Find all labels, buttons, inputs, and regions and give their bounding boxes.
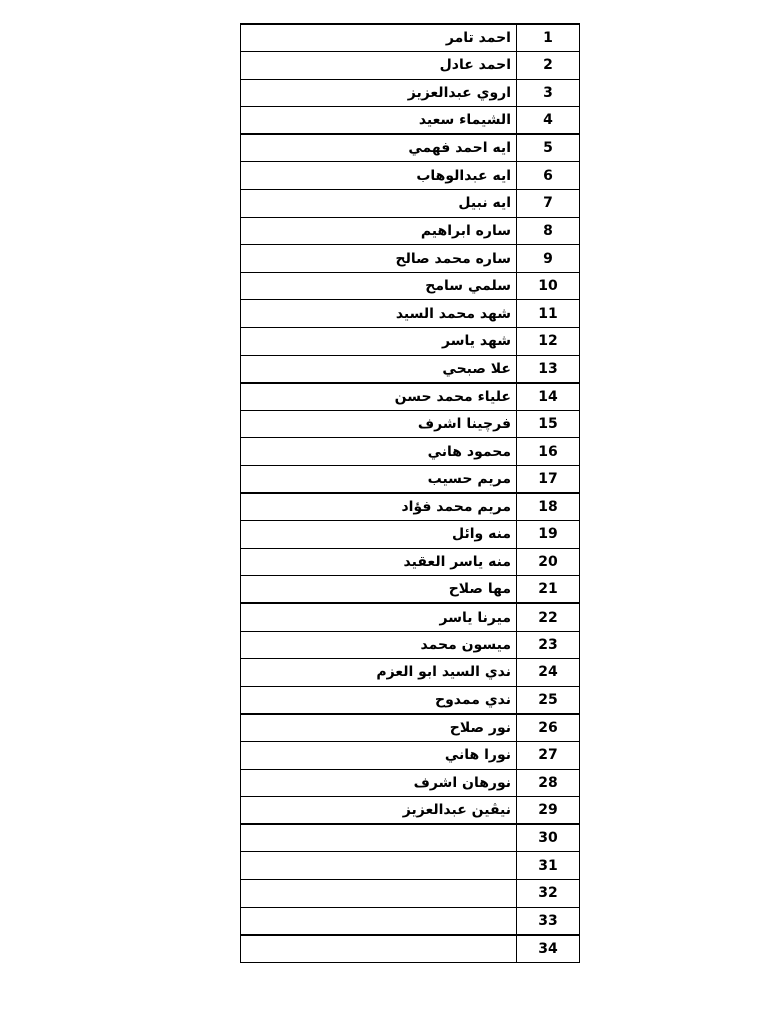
row-number-cell: 16: [517, 438, 580, 466]
row-number-cell: 17: [517, 466, 580, 494]
row-number-cell: 29: [517, 797, 580, 825]
row-number-cell: 8: [517, 217, 580, 245]
table-row: [241, 328, 580, 356]
table-row: [241, 741, 580, 769]
table-row: [241, 576, 580, 604]
table-row: [241, 935, 580, 963]
student-name-cell: ندي السيد ابو العزم: [241, 659, 517, 687]
row-number-cell: 32: [517, 879, 580, 907]
student-name-cell: نور صلاح: [241, 714, 517, 742]
roster-sheet: [240, 23, 579, 963]
student-name-cell: [241, 935, 517, 963]
student-name-cell: فرچينا اشرف: [241, 410, 517, 438]
table-row: [241, 24, 580, 52]
row-number-cell: 24: [517, 659, 580, 687]
row-number-cell: 27: [517, 741, 580, 769]
student-name-cell: مها صلاح: [241, 576, 517, 604]
table-row: [241, 410, 580, 438]
row-number-cell: 20: [517, 548, 580, 576]
student-name-cell: اروي عبدالعزيز: [241, 79, 517, 107]
row-number-cell: 7: [517, 190, 580, 218]
student-name-cell: ايه عبدالوهاب: [241, 162, 517, 190]
student-name-cell: سلمي سامح: [241, 272, 517, 300]
student-name-cell: ايه نبيل: [241, 190, 517, 218]
student-name-cell: ايه احمد فهمي: [241, 134, 517, 162]
row-number-cell: 21: [517, 576, 580, 604]
student-name-cell: علا صبحي: [241, 355, 517, 383]
student-name-cell: احمد تامر: [241, 24, 517, 52]
table-row: [241, 769, 580, 797]
table-row: [241, 383, 580, 411]
table-row: [241, 603, 580, 631]
student-name-cell: محمود هاني: [241, 438, 517, 466]
row-number-cell: 31: [517, 852, 580, 880]
table-row: [241, 686, 580, 714]
row-number-cell: 18: [517, 493, 580, 521]
table-row: [241, 272, 580, 300]
table-row: [241, 631, 580, 659]
roster-body: [241, 24, 580, 962]
table-row: [241, 52, 580, 80]
student-name-cell: منه ياسر العقيد: [241, 548, 517, 576]
student-name-cell: نورا هاني: [241, 741, 517, 769]
row-number-cell: 15: [517, 410, 580, 438]
student-name-cell: [241, 824, 517, 852]
table-row: [241, 134, 580, 162]
row-number-cell: 9: [517, 245, 580, 273]
row-number-cell: 12: [517, 328, 580, 356]
row-number-cell: 26: [517, 714, 580, 742]
student-name-cell: ساره ابراهيم: [241, 217, 517, 245]
student-name-cell: ميسون محمد: [241, 631, 517, 659]
student-name-cell: منه وائل: [241, 521, 517, 549]
roster-table: [240, 23, 580, 963]
row-number-cell: 3: [517, 79, 580, 107]
table-row: [241, 907, 580, 935]
student-name-cell: [241, 852, 517, 880]
table-row: [241, 162, 580, 190]
row-number-cell: 33: [517, 907, 580, 935]
student-name-cell: الشيماء سعيد: [241, 107, 517, 135]
student-name-cell: [241, 879, 517, 907]
table-row: [241, 355, 580, 383]
student-name-cell: مريم حسيب: [241, 466, 517, 494]
row-number-cell: 1: [517, 24, 580, 52]
student-name-cell: نيڤين عبدالعزيز: [241, 797, 517, 825]
table-row: [241, 438, 580, 466]
student-name-cell: شهد محمد السيد: [241, 300, 517, 328]
student-name-cell: ميرنا ياسر: [241, 603, 517, 631]
table-row: [241, 852, 580, 880]
table-row: [241, 79, 580, 107]
table-row: [241, 493, 580, 521]
student-name-cell: [241, 907, 517, 935]
row-number-cell: 25: [517, 686, 580, 714]
table-row: [241, 548, 580, 576]
row-number-cell: 22: [517, 603, 580, 631]
row-number-cell: 2: [517, 52, 580, 80]
table-row: [241, 521, 580, 549]
row-number-cell: 13: [517, 355, 580, 383]
table-row: [241, 245, 580, 273]
row-number-cell: 30: [517, 824, 580, 852]
student-name-cell: علياء محمد حسن: [241, 383, 517, 411]
table-row: [241, 659, 580, 687]
student-name-cell: ندي ممدوح: [241, 686, 517, 714]
table-row: [241, 190, 580, 218]
student-name-cell: شهد ياسر: [241, 328, 517, 356]
row-number-cell: 4: [517, 107, 580, 135]
row-number-cell: 19: [517, 521, 580, 549]
row-number-cell: 6: [517, 162, 580, 190]
table-row: [241, 797, 580, 825]
row-number-cell: 11: [517, 300, 580, 328]
student-name-cell: احمد عادل: [241, 52, 517, 80]
table-row: [241, 824, 580, 852]
student-name-cell: نورهان اشرف: [241, 769, 517, 797]
table-row: [241, 714, 580, 742]
row-number-cell: 23: [517, 631, 580, 659]
row-number-cell: 34: [517, 935, 580, 963]
student-name-cell: مريم محمد فؤاد: [241, 493, 517, 521]
table-row: [241, 300, 580, 328]
student-name-cell: ساره محمد صالح: [241, 245, 517, 273]
row-number-cell: 14: [517, 383, 580, 411]
table-row: [241, 879, 580, 907]
row-number-cell: 28: [517, 769, 580, 797]
table-row: [241, 107, 580, 135]
row-number-cell: 10: [517, 272, 580, 300]
row-number-cell: 5: [517, 134, 580, 162]
table-row: [241, 466, 580, 494]
table-row: [241, 217, 580, 245]
